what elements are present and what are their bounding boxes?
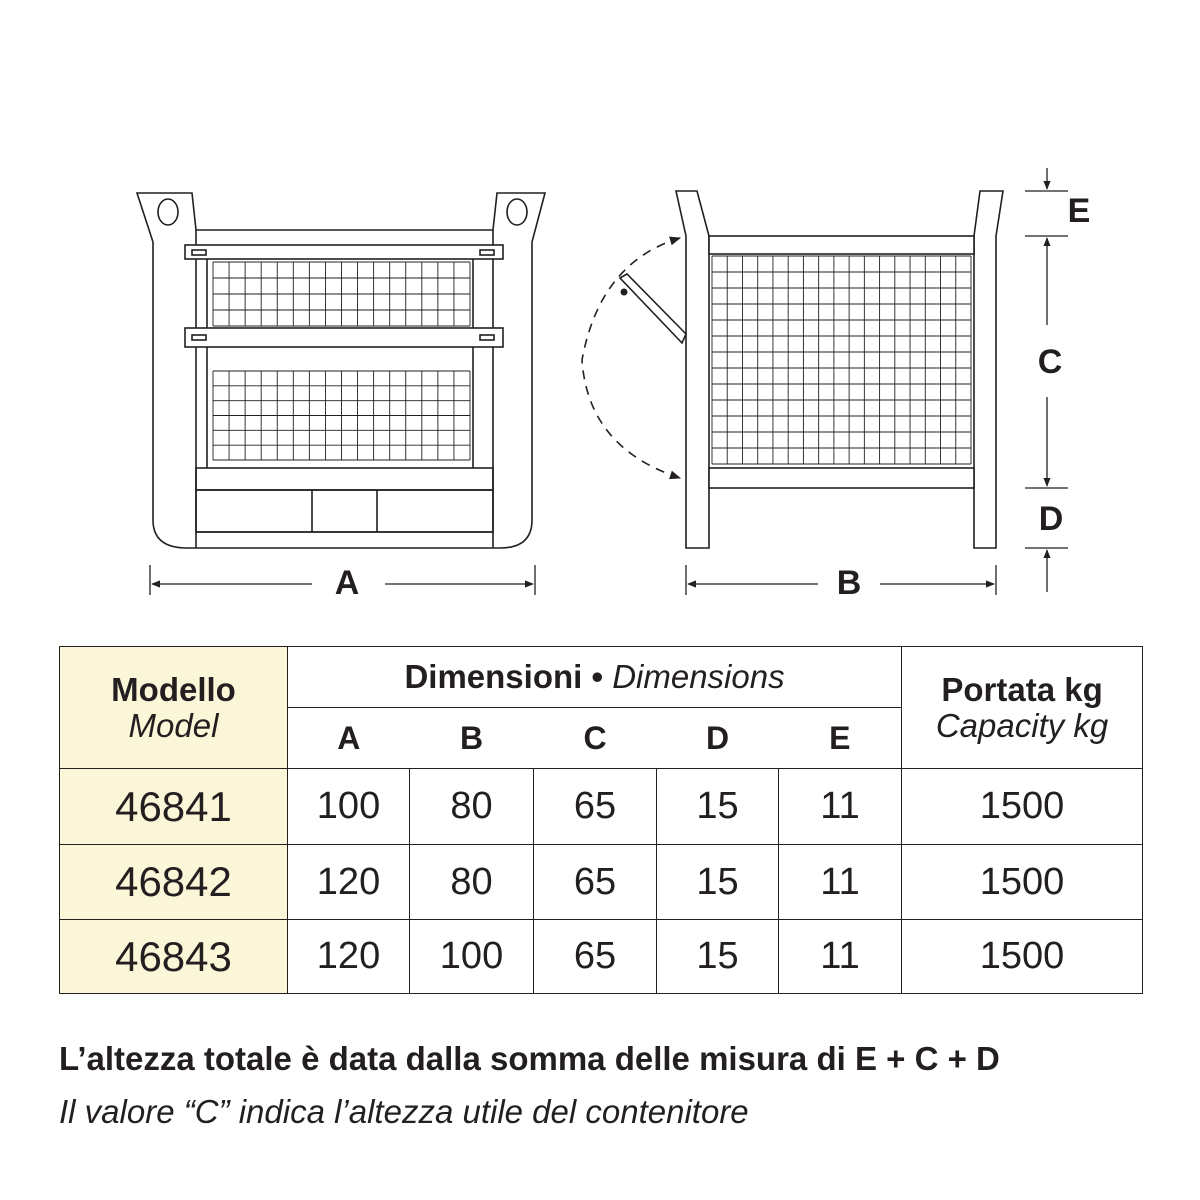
dimensions-header-it: Dimensioni xyxy=(404,658,583,695)
model-header-en: Model xyxy=(128,706,219,744)
col-header-a: A xyxy=(288,708,410,769)
front-view xyxy=(137,193,545,548)
total-height-note: L’altezza totale è data dalla somma delle misura di E + C + D xyxy=(59,1040,1000,1077)
model-header-it: Modello xyxy=(111,670,236,708)
cell-b: 100 xyxy=(410,920,534,994)
cell-d: 15 xyxy=(657,845,779,920)
model-cell: 46842 xyxy=(60,845,288,920)
capacity-header-it: Portata kg xyxy=(941,670,1103,708)
cell-d: 15 xyxy=(657,920,779,994)
label-c: C xyxy=(1037,343,1063,381)
col-header-e: E xyxy=(779,708,902,769)
cell-a: 100 xyxy=(288,769,410,845)
model-header xyxy=(60,647,288,769)
capacity-header-en: Capacity kg xyxy=(935,706,1109,744)
cell-b: 80 xyxy=(410,769,534,845)
col-header-d: D xyxy=(657,708,779,769)
model-cell: 46843 xyxy=(60,920,288,994)
table-row xyxy=(60,845,1143,920)
cell-e: 11 xyxy=(779,769,902,845)
useful-height-note: Il valore “C” indica l’altezza utile del contenitore xyxy=(59,1093,749,1130)
cell-c: 65 xyxy=(534,769,657,845)
cell-capacity: 1500 xyxy=(902,845,1143,920)
cell-a: 120 xyxy=(288,920,410,994)
label-e: E xyxy=(1067,192,1091,230)
spec-table xyxy=(59,646,1143,994)
label-a: A xyxy=(334,564,360,602)
cell-capacity: 1500 xyxy=(902,769,1143,845)
cell-c: 65 xyxy=(534,845,657,920)
cell-b: 80 xyxy=(410,845,534,920)
model-cell: 46841 xyxy=(60,769,288,845)
gate-pivot xyxy=(621,289,628,296)
dimensions-header-en: Dimensions xyxy=(612,658,785,695)
cell-e: 11 xyxy=(779,920,902,994)
col-header-c: C xyxy=(534,708,657,769)
table-row xyxy=(60,920,1143,994)
dimensions-header xyxy=(288,647,902,708)
table-row xyxy=(60,769,1143,845)
cell-capacity: 1500 xyxy=(902,920,1143,994)
label-b: B xyxy=(836,564,862,602)
side-mesh xyxy=(712,256,971,464)
label-d: D xyxy=(1038,500,1064,538)
capacity-header xyxy=(902,647,1143,769)
cell-c: 65 xyxy=(534,920,657,994)
cell-d: 15 xyxy=(657,769,779,845)
dimensions-separator: • xyxy=(582,658,613,695)
side-view xyxy=(582,191,1003,548)
col-header-b: B xyxy=(410,708,534,769)
cell-e: 11 xyxy=(779,845,902,920)
cell-a: 120 xyxy=(288,845,410,920)
